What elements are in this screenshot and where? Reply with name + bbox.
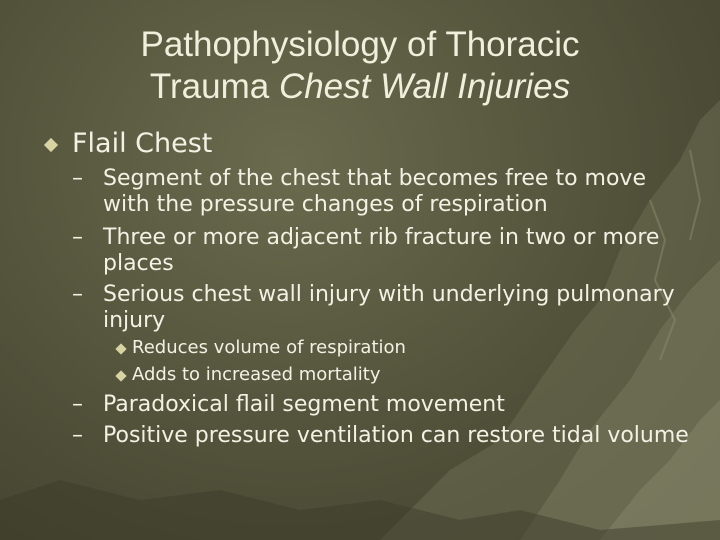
level2-text: Segment of the chest that becomes free to move with the pressure changes of respiration	[103, 166, 646, 217]
title-line-2-plain: Trauma	[149, 67, 279, 106]
title-line-2-italic: Chest Wall Injuries	[278, 67, 571, 106]
title-line-1: Pathophysiology of Thoracic	[140, 25, 580, 64]
diamond-bullet-icon	[115, 343, 126, 354]
level2-item	[72, 392, 692, 418]
level2-item	[72, 423, 692, 449]
dash-marker: –	[72, 225, 83, 250]
level2-item	[72, 282, 692, 334]
diamond-bullet-icon	[44, 138, 58, 152]
diamond-bullet-icon	[115, 370, 126, 381]
dash-marker: –	[72, 282, 83, 307]
level2-text: Serious chest wall injury with underlying pulmonary injury	[103, 282, 675, 333]
dash-marker: –	[72, 423, 83, 448]
level2-item	[72, 166, 692, 218]
dash-marker: –	[72, 166, 83, 191]
dash-marker: –	[72, 392, 83, 417]
level2-item	[72, 225, 692, 277]
level2-text: Positive pressure ventilation can restore tidal volume	[103, 423, 689, 448]
level3-item: Adds to increased mortality	[132, 364, 381, 385]
level3-item: Reduces volume of respiration	[132, 337, 406, 358]
level1-item-flail-chest: Flail Chest	[72, 128, 213, 159]
level2-text: Paradoxical flail segment movement	[103, 392, 505, 417]
level2-text: Three or more adjacent rib fracture in two or more places	[103, 225, 660, 276]
